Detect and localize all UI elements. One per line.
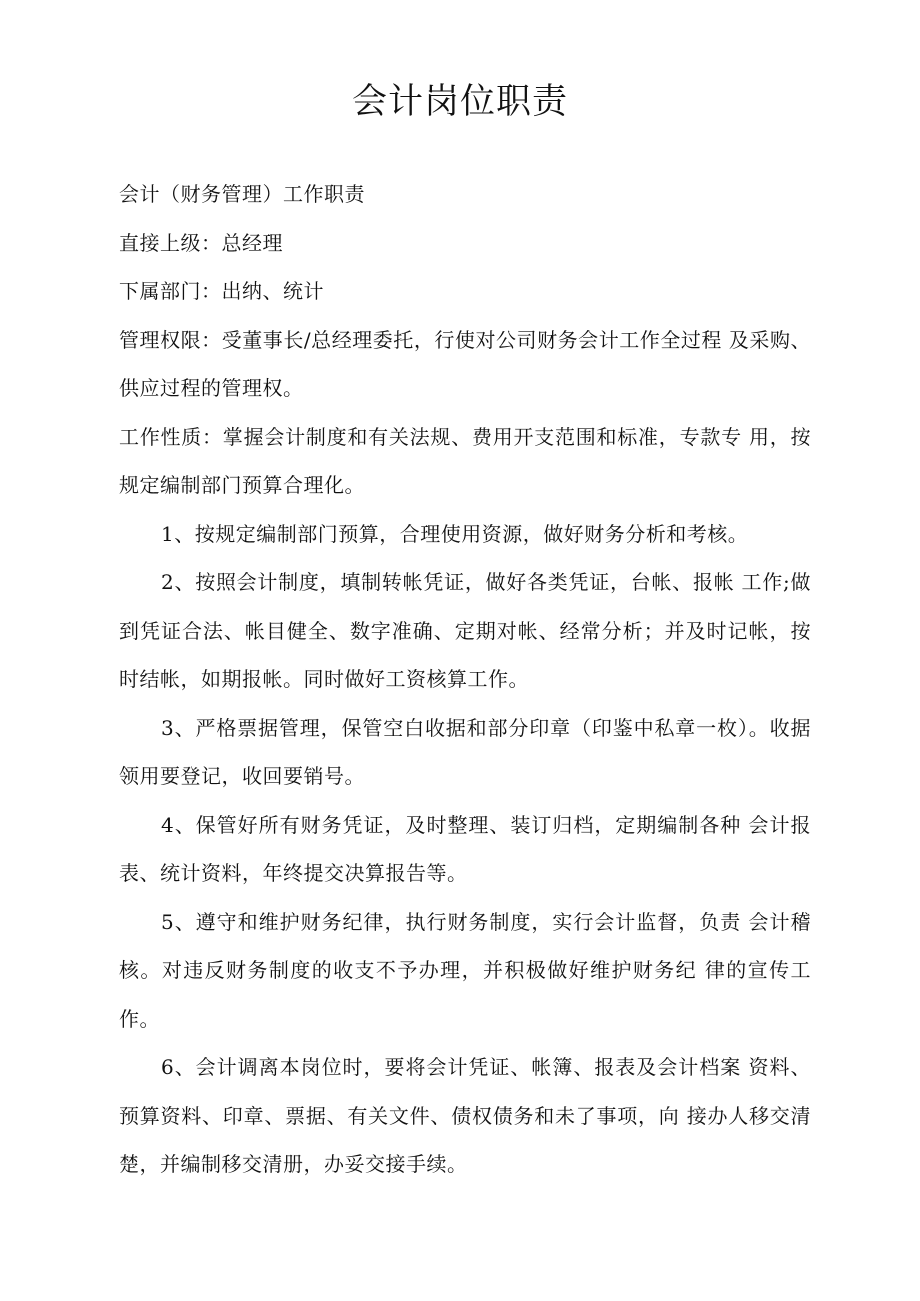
duty-item-3: 3、严格票据管理，保管空白收据和部分印章（印鉴中私章一枚）。收据领用要登记，收回要销号。 xyxy=(119,715,811,788)
paragraph-job-title: 会计（财务管理）工作职责 xyxy=(119,182,365,206)
paragraph-job-nature: 工作性质：掌握会计制度和有关法规、费用开支范围和标准，专款专 用，按规定编制部门预算合理化。 xyxy=(119,424,811,497)
duty-item-2: 2、按照会计制度，填制转帐凭证，做好各类凭证，台帐、报帐 工作;做到凭证合法、帐目健全、数字准确、定期对帐、经常分析；并及时记帐，按时结帐，如期报帐。同时做好工资核算工作。 xyxy=(119,570,811,691)
duty-item-4: 4、保管好所有财务凭证，及时整理、装订归档，定期编制各种 会计报表、统计资料，年终提交决算报告等。 xyxy=(119,812,811,885)
duty-item-5: 5、遵守和维护财务纪律，执行财务制度，实行会计监督，负责 会计稽核。对违反财务制度的收支不予办理，并积极做好维护财务纪 律的宣传工作。 xyxy=(119,909,811,1031)
page-title: 会计岗位职责 xyxy=(351,82,568,122)
duty-item-6: 6、会计调离本岗位时，要将会计凭证、帐簿、报表及会计档案 资料、预算资料、印章、票据、有关文件、债权债务和未了事项，向 接办人移交清楚，并编制移交清册，办妥交接手续。 xyxy=(119,1055,811,1176)
paragraph-direct-superior: 直接上级：总经理 xyxy=(119,230,283,255)
document-body xyxy=(119,170,811,1189)
duty-item-1: 1、按规定编制部门预算，合理使用资源，做好财务分析和考核。 xyxy=(161,521,749,546)
paragraph-subordinate-departments: 下属部门：出纳、统计 xyxy=(119,279,324,303)
paragraph-management-authority: 管理权限：受董事长/总经理委托，行使对公司财务会计工作全过程 及采购、供应过程的管理权。 xyxy=(119,327,811,400)
